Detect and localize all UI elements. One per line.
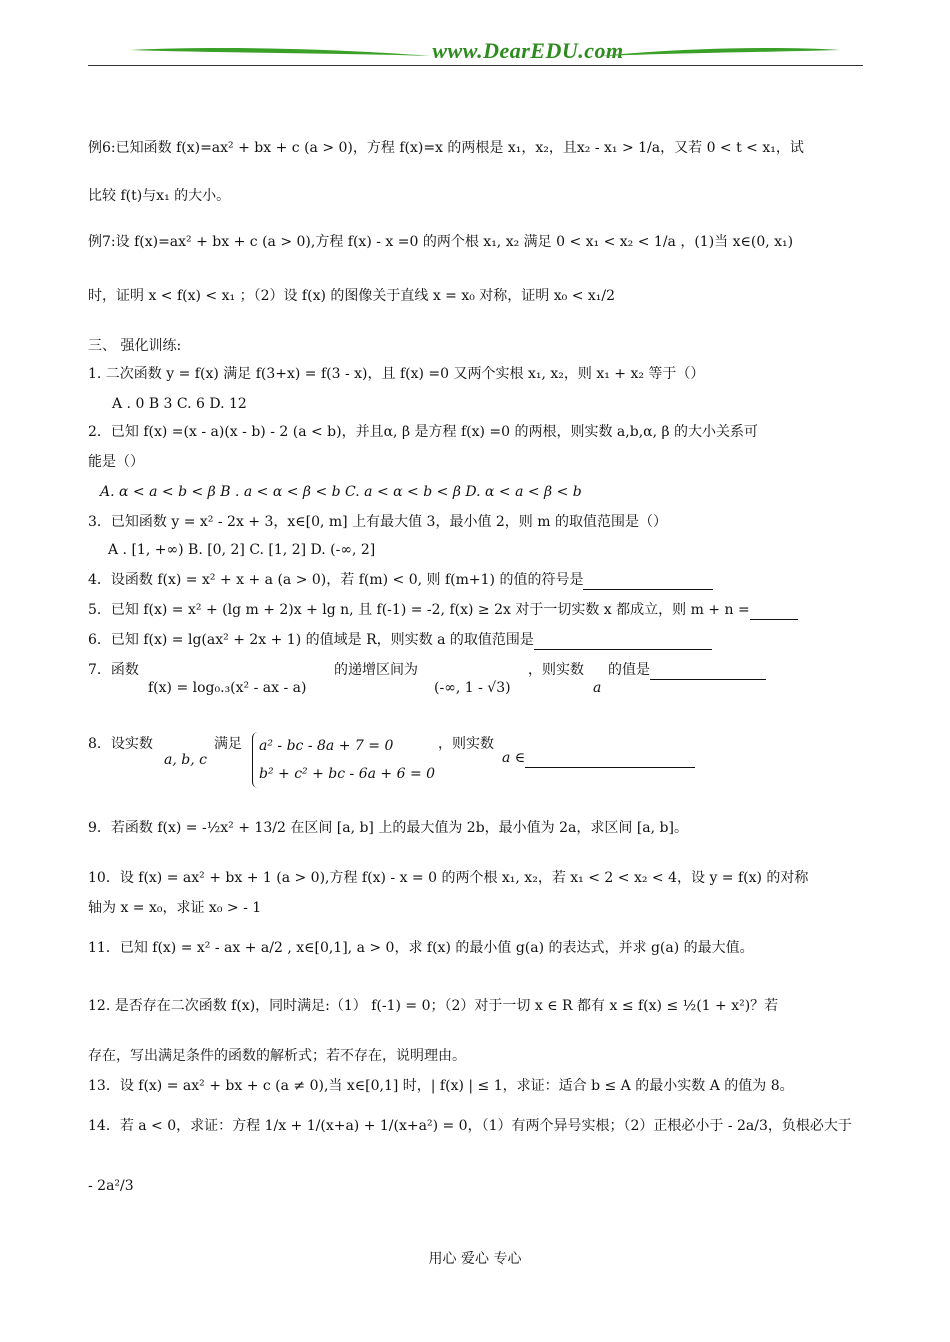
answer-blank: [583, 575, 713, 590]
section-title: 三、 强化训练:: [88, 338, 182, 354]
example-7-line-2: 时，证明 x < f(x) < x₁ ；（2）设 f(x) 的图像关于直线 x = x₀ 对称，证明 x₀ < x₁/2: [88, 288, 616, 304]
problem-6: 6．已知 f(x) = lg(ax² + 2x + 1) 的值域是 R，则实数 a 的取值范围是: [88, 630, 712, 650]
problem-7-label: 7．函数: [88, 662, 139, 678]
problem-7-interval: (-∞, 1 - √3): [434, 680, 511, 696]
problem-8-label: 8．设实数: [88, 736, 153, 752]
example-6-line-2: 比较 f(t)与x₁ 的大小。: [88, 188, 231, 204]
problem-14-cont: - 2a²/3: [88, 1178, 134, 1194]
answer-blank: [650, 665, 766, 680]
problem-2-options: A. α < a < b < β B . a < α < β < b C. a < α < b < β D. α < a < β < b: [100, 484, 582, 500]
problem-10-cont: 轴为 x = x₀，求证 x₀ > - 1: [88, 900, 262, 916]
header-rule: [88, 65, 863, 66]
answer-blank: [525, 753, 695, 768]
problem-8-text2: ，则实数: [438, 736, 494, 752]
answer-blank: [750, 605, 798, 620]
equation-brace: a² - bc - 8a + 7 = 0 b² + c² + bc - 6a + 6 = 0: [252, 732, 435, 788]
problem-1-options: A . 0 B 3 C. 6 D. 12: [112, 396, 247, 412]
problem-8-vars: a, b, c: [164, 752, 207, 768]
green-swoosh-left: [130, 44, 430, 60]
problem-8-text: 满足: [214, 736, 242, 752]
problem-7-text2: ，则实数: [528, 662, 584, 678]
problem-11: 11．已知 f(x) = x² - ax + a/2 , x∈[0,1], a > 0，求 f(x) 的最小值 g(a) 的表达式，并求 g(a) 的最大值。: [88, 940, 754, 956]
problem-5: 5．已知 f(x) = x² + (lg m + 2)x + lg n, 且 f(-1) = -2, f(x) ≥ 2x 对于一切实数 x 都成立，则 m + n =: [88, 600, 798, 620]
problem-10: 10．设 f(x) = ax² + bx + 1 (a > 0),方程 f(x) - x = 0 的两个根 x₁, x₂，若 x₁ < 2 < x₂ < 4，设 y = f(x) 的对称: [88, 870, 809, 886]
problem-7-function: f(x) = log₀.₃(x² - ax - a): [148, 680, 307, 696]
site-logo-text: www.DearEDU.com: [432, 38, 624, 63]
problem-2-cont: 能是（）: [88, 454, 144, 470]
problem-1: 1. 二次函数 y = f(x) 满足 f(3+x) = f(3 - x)，且 f(x) =0 又两个实根 x₁, x₂，则 x₁ + x₂ 等于（）: [88, 366, 705, 382]
problem-8-answer: a ∈: [502, 748, 695, 768]
problem-13: 13．设 f(x) = ax² + bx + c (a ≠ 0),当 x∈[0,1] 时，| f(x) | ≤ 1，求证：适合 b ≤ A 的最小实数 A 的值为 8。: [88, 1078, 794, 1094]
example-7-line-1: 例7:设 f(x)=ax² + bx + c (a > 0),方程 f(x) - x =0 的两个根 x₁, x₂ 满足 0 < x₁ < x₂ < 1/a ，(1)当 x∈(0, x₁): [88, 234, 794, 250]
answer-blank: [534, 635, 712, 650]
problem-3-options: A . [1, +∞) B. [0, 2] C. [1, 2] D. (-∞, 2]: [108, 542, 376, 558]
page-header: [88, 36, 863, 70]
problem-7-var: a: [593, 680, 602, 696]
page-footer: 用心 爱心 专心: [428, 1251, 522, 1267]
problem-7-text: 的递增区间为: [334, 662, 418, 678]
problem-12-cont: 存在，写出满足条件的函数的解析式；若不存在，说明理由。: [88, 1048, 466, 1064]
problem-4: 4．设函数 f(x) = x² + x + a (a > 0)，若 f(m) < 0, 则 f(m+1) 的值的符号是: [88, 570, 713, 590]
problem-2: 2．已知 f(x) =(x - a)(x - b) - 2 (a < b)，并且α, β 是方程 f(x) =0 的两根，则实数 a,b,α, β 的大小关系可: [88, 424, 759, 440]
problem-14: 14．若 a < 0，求证：方程 1/x + 1/(x+a) + 1/(x+a²) = 0，（1）有两个异号实根；（2）正根必小于 - 2a/3，负根必大于: [88, 1118, 852, 1134]
green-swoosh-right: [600, 44, 840, 60]
example-6-line-1: 例6:已知函数 f(x)=ax² + bx + c (a > 0)，方程 f(x)=x 的两根是 x₁，x₂，且x₂ - x₁ > 1/a，又若 0 < t < x₁，试: [88, 140, 804, 156]
problem-9: 9．若函数 f(x) = -½x² + 13/2 在区间 [a, b] 上的最大值为 2b，最小值为 2a，求区间 [a, b]。: [88, 820, 688, 836]
problem-8-system: [252, 732, 435, 788]
problem-12: 12. 是否存在二次函数 f(x)，同时满足:（1） f(-1) = 0；（2）对于一切 x ∈ R 都有 x ≤ f(x) ≤ ½(1 + x²)？若: [88, 998, 779, 1014]
problem-3: 3．已知函数 y = x² - 2x + 3，x∈[0, m] 上有最大值 3，最小值 2，则 m 的取值范围是（）: [88, 514, 667, 530]
problem-7-text3: 的值是: [608, 660, 766, 680]
